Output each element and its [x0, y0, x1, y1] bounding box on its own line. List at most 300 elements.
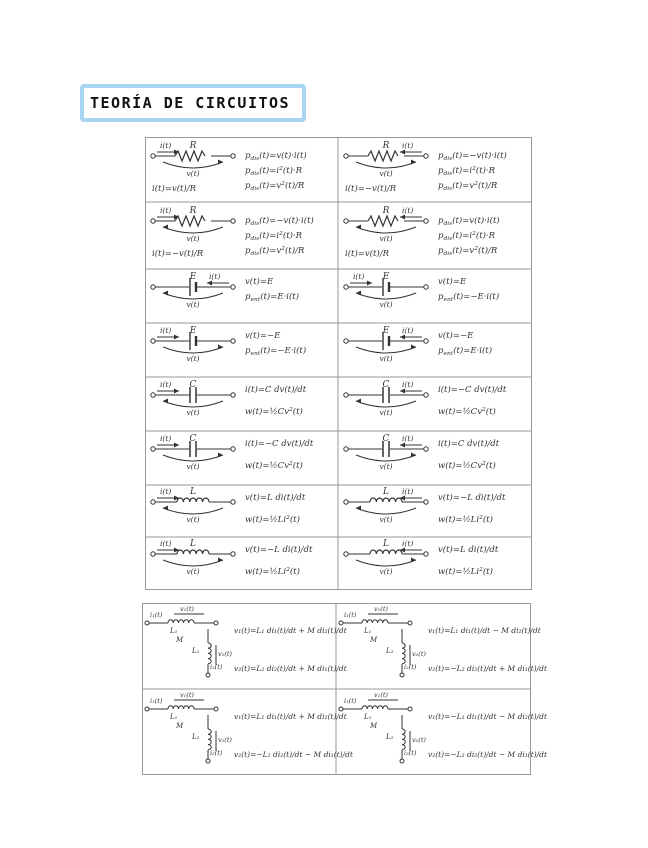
coupled-formula-part: v₁(t)=L₁ di₁(t)/dt + M di₂(t)/dt: [234, 626, 347, 635]
mutual-label-part: M: [370, 722, 378, 730]
formula-part: 2: [472, 230, 476, 238]
inductor-2-label-part: L₂: [386, 733, 394, 741]
formula-part: 2: [482, 406, 486, 414]
formula-part: 2: [286, 514, 290, 522]
mutual-label: [369, 636, 378, 644]
current-label: [402, 380, 413, 389]
current-formula-part: i(t)=v(t)/R: [152, 184, 197, 194]
current-label: [160, 206, 171, 215]
terminal-left: [151, 154, 155, 158]
formula-part: (t)/R: [477, 181, 498, 191]
current-label-part: i(t): [160, 206, 172, 215]
element-label: [383, 434, 390, 444]
formula: [245, 492, 306, 503]
formula-part: 2: [279, 165, 283, 173]
terminal: [339, 707, 343, 711]
formula: [245, 566, 300, 577]
voltage-1-label-part: v₁(t): [374, 605, 388, 613]
formula-part: w(t)=½Cv: [245, 461, 289, 471]
current-label-part: i(t): [402, 539, 414, 548]
formula-part: dis: [443, 185, 453, 193]
inductor-2-label: [191, 733, 200, 741]
voltage-label: [379, 515, 392, 524]
voltage-label-part: v(t): [379, 300, 393, 309]
formula: [438, 460, 496, 471]
formula-part: 2: [479, 514, 483, 522]
formula-part: (t)·R: [475, 166, 496, 176]
terminal-left: [344, 339, 348, 343]
voltage-label-part: v(t): [379, 354, 393, 363]
voltage-label-part: v(t): [186, 567, 200, 576]
voltage-label-part: v(t): [379, 567, 393, 576]
coupled-formula-part: v₁(t)=L₁ di₁(t)/dt − M di₂(t)/dt: [428, 626, 541, 635]
formula-part: p: [245, 292, 251, 302]
current-label-part: i(t): [402, 434, 414, 443]
formula-part: (t)=i: [452, 231, 473, 241]
formula-part: w(t)=½Li: [245, 567, 287, 577]
formula-part: p: [438, 231, 444, 241]
formula-part: dis: [443, 220, 453, 228]
element-label: [189, 272, 197, 282]
current-label: [353, 272, 364, 281]
formula-part: w(t)=½Li: [438, 567, 480, 577]
coupled-formula: [234, 712, 348, 721]
formula-part: p: [438, 181, 444, 191]
formula-part: (t)=−v(t)·i(t): [452, 151, 507, 161]
formula-part: (t)=v: [259, 246, 282, 256]
voltage-label: [186, 169, 199, 178]
current-label-part: i(t): [160, 539, 172, 548]
terminal-right: [231, 154, 235, 158]
voltage-2-label: [412, 736, 426, 744]
current-label: [402, 487, 413, 496]
current-label: [160, 380, 171, 389]
voltage-1-label: [374, 605, 388, 613]
voltage-label-part: v(t): [379, 462, 393, 471]
formula-part: 2: [479, 566, 483, 574]
terminal-left: [151, 500, 155, 504]
current-label: [160, 539, 171, 548]
voltage-label-part: v(t): [186, 515, 200, 524]
current-1-label: [344, 697, 357, 705]
formula-part: dis: [443, 170, 453, 178]
element-label-part: C: [189, 434, 197, 444]
element-label-part: L: [383, 539, 389, 549]
current-2-label-part: i₂(t): [404, 749, 417, 757]
terminal: [339, 621, 343, 625]
coupled-formula-part: v₂(t)=−L₂ di₂(t)/dt + M di₁(t)/dt: [428, 664, 547, 673]
element-label-part: L: [190, 487, 196, 497]
formula-table-coupled-inductors: [142, 603, 547, 775]
current-label: [209, 272, 220, 281]
terminal: [206, 759, 210, 763]
current-1-label-part: i₁(t): [344, 611, 357, 619]
coupled-formula: [234, 664, 348, 673]
element-label-part: C: [382, 434, 390, 444]
terminal: [214, 707, 218, 711]
element-label: [189, 141, 197, 151]
formula-part: (t): [292, 407, 303, 417]
current-label: [402, 434, 413, 443]
formula-part: dis: [250, 155, 260, 163]
current-2-label: [404, 663, 417, 671]
voltage-label-part: v(t): [379, 515, 393, 524]
current-2-label: [210, 663, 223, 671]
formula-part: (t)=v: [452, 181, 475, 191]
current-1-label-part: i₁(t): [150, 611, 163, 619]
formula-part: w(t)=½Li: [438, 515, 480, 525]
current-label: [160, 434, 171, 443]
formula-part: v(t)=−E: [438, 331, 474, 341]
voltage-label: [186, 515, 199, 524]
inductor-1-label: [169, 713, 178, 721]
current-2-label-part: i₂(t): [210, 663, 223, 671]
formula-part: v(t)=L di(t)/dt: [245, 493, 306, 503]
inductor-1-label: [169, 627, 178, 635]
formula: [438, 514, 493, 525]
formula-part: v(t)=−L di(t)/dt: [245, 545, 313, 555]
formula-part: (t)=−v(t)·i(t): [259, 216, 314, 226]
formula-part: v(t)=L di(t)/dt: [438, 545, 499, 555]
formula-part: p: [245, 231, 251, 241]
coupled-formula: [428, 664, 548, 673]
inductor-2-label-part: L₂: [386, 647, 394, 655]
formula-part: v(t)=E: [245, 277, 274, 287]
current-label-part: i(t): [160, 380, 172, 389]
voltage-label: [379, 169, 392, 178]
inductor-1-label-part: L₁: [170, 627, 178, 635]
formula-part: ent: [443, 296, 454, 304]
voltage-label: [186, 567, 199, 576]
formula-part: 2: [286, 566, 290, 574]
formula-part: 2: [281, 245, 285, 253]
formula-part: v(t)=−E: [245, 331, 281, 341]
formula-part: 2: [279, 230, 283, 238]
element-label-part: E: [189, 326, 197, 336]
current-label-part: i(t): [353, 272, 365, 281]
current-1-label: [150, 697, 163, 705]
current-label: [402, 206, 413, 215]
current-1-label: [344, 611, 357, 619]
voltage-2-label: [412, 650, 426, 658]
voltage-label-part: v(t): [379, 408, 393, 417]
voltage-label-part: v(t): [186, 234, 200, 243]
current-label-part: i(t): [160, 487, 172, 496]
terminal-left: [151, 339, 155, 343]
formula-part: (t)=E·i(t): [260, 292, 300, 302]
formula-table-single-elements: [145, 137, 532, 590]
formula-part: 2: [281, 180, 285, 188]
terminal-left: [151, 552, 155, 556]
terminal-left: [151, 285, 155, 289]
voltage-label-part: v(t): [379, 169, 393, 178]
formula-part: (t)=i: [452, 166, 473, 176]
voltage-2-label-part: v₂(t): [218, 650, 232, 658]
mutual-label-part: M: [176, 636, 184, 644]
current-2-label-part: i₂(t): [210, 749, 223, 757]
mutual-label-part: M: [176, 722, 184, 730]
voltage-label-part: v(t): [186, 300, 200, 309]
element-label-part: R: [189, 141, 197, 151]
formula-part: dis: [250, 235, 260, 243]
formula-part: p: [438, 166, 444, 176]
voltage-label: [379, 354, 392, 363]
terminal-right: [231, 500, 235, 504]
formula-part: dis: [250, 170, 260, 178]
formula-part: dis: [443, 155, 453, 163]
formula-part: p: [438, 216, 444, 226]
element-label: [382, 272, 390, 282]
coupled-formula: [428, 712, 548, 721]
formula-part: (t)·R: [282, 231, 303, 241]
terminal-right: [424, 393, 428, 397]
terminal-right: [231, 393, 235, 397]
element-label-part: C: [189, 380, 197, 390]
voltage-2-label-part: v₂(t): [412, 736, 426, 744]
element-label: [189, 326, 197, 336]
formula-part: 2: [474, 180, 478, 188]
terminal-right: [231, 552, 235, 556]
current-label-part: i(t): [209, 272, 221, 281]
terminal-left: [151, 219, 155, 223]
voltage-label-part: v(t): [379, 234, 393, 243]
formula-part: (t): [482, 515, 493, 525]
terminal-right: [424, 285, 428, 289]
inductor-1-label: [363, 627, 372, 635]
voltage-1-label: [374, 691, 388, 699]
terminal-right: [231, 447, 235, 451]
formula-part: v(t)=E: [438, 277, 467, 287]
current-formula: [152, 183, 197, 194]
coupled-formula: [428, 750, 548, 759]
formula-part: (t): [485, 407, 496, 417]
page-title: TEORÍA DE CIRCUITOS: [90, 94, 291, 112]
voltage-2-label-part: v₂(t): [218, 736, 232, 744]
voltage-label: [379, 567, 392, 576]
current-formula-part: i(t)=−v(t)/R: [345, 184, 397, 194]
inductor-2-label: [191, 647, 200, 655]
current-2-label: [210, 749, 223, 757]
formula-part: p: [438, 246, 444, 256]
voltage-label-part: v(t): [186, 408, 200, 417]
terminal-left: [344, 393, 348, 397]
coupled-formula: [428, 626, 542, 635]
terminal: [206, 673, 210, 677]
current-2-label-part: i₂(t): [404, 663, 417, 671]
formula-part: p: [245, 246, 251, 256]
current-label-part: i(t): [160, 434, 172, 443]
formula-part: p: [245, 216, 251, 226]
terminal-left: [344, 285, 348, 289]
formula-part: ent: [250, 296, 261, 304]
formula-part: v(t)=−L di(t)/dt: [438, 493, 506, 503]
inductor-1-label-part: L₁: [170, 713, 178, 721]
element-label: [382, 539, 389, 549]
voltage-1-label-part: v₁(t): [180, 691, 194, 699]
formula: [245, 384, 307, 395]
current-label-part: i(t): [402, 141, 414, 150]
voltage-label-part: v(t): [186, 354, 200, 363]
current-label: [402, 539, 413, 548]
formula-part: (t)/R: [284, 181, 305, 191]
formula-part: (t)=v: [259, 181, 282, 191]
formula: [245, 544, 313, 555]
element-label-part: E: [189, 272, 197, 282]
formula-part: dis: [443, 250, 453, 258]
voltage-label: [379, 408, 392, 417]
element-label-part: L: [190, 539, 196, 549]
coupled-formula-part: v₁(t)=−L₁ di₁(t)/dt − M di₂(t)/dt: [428, 712, 547, 721]
formula-part: w(t)=½Cv: [438, 461, 482, 471]
voltage-2-label: [218, 650, 232, 658]
element-label: [190, 380, 197, 390]
voltage-2-label-part: v₂(t): [412, 650, 426, 658]
voltage-label-part: v(t): [186, 462, 200, 471]
current-label-part: i(t): [402, 380, 414, 389]
terminal-left: [344, 552, 348, 556]
title-box: [80, 84, 306, 122]
terminal: [400, 673, 404, 677]
element-label-part: E: [382, 272, 390, 282]
terminal-right: [231, 339, 235, 343]
formula-part: p: [245, 151, 251, 161]
terminal-left: [151, 393, 155, 397]
formula-part: w(t)=½Cv: [245, 407, 289, 417]
element-label: [382, 206, 390, 216]
current-formula-part: i(t)=v(t)/R: [345, 249, 390, 259]
voltage-label: [186, 462, 199, 471]
terminal-right: [424, 154, 428, 158]
coupled-formula-part: v₂(t)=−L₂ di₂(t)/dt − M di₁(t)/dt: [234, 750, 353, 759]
inductor-1-label-part: L₁: [364, 627, 372, 635]
voltage-1-label: [180, 691, 194, 699]
current-label-part: i(t): [160, 141, 172, 150]
current-label-part: i(t): [160, 326, 172, 335]
formula-part: dis: [250, 220, 260, 228]
formula-part: dis: [443, 235, 453, 243]
terminal: [408, 621, 412, 625]
formula-part: (t)=−E·i(t): [453, 292, 500, 302]
element-label: [382, 487, 389, 497]
element-label: [382, 141, 390, 151]
element-label-part: R: [382, 206, 390, 216]
formula-part: (t)=−E·i(t): [260, 346, 307, 356]
terminal: [400, 759, 404, 763]
formula-part: w(t)=½Cv: [438, 407, 482, 417]
formula-part: p: [245, 166, 251, 176]
formula-part: p: [438, 346, 444, 356]
formula-part: 2: [472, 165, 476, 173]
terminal-right: [424, 339, 428, 343]
formula-part: (t)·R: [475, 231, 496, 241]
element-label-part: L: [383, 487, 389, 497]
coupled-formula: [234, 626, 348, 635]
voltage-1-label-part: v₁(t): [180, 605, 194, 613]
element-label-part: C: [382, 380, 390, 390]
voltage-2-label: [218, 736, 232, 744]
element-label: [189, 539, 196, 549]
formula-part: (t): [289, 567, 300, 577]
formula-part: i(t)=C dv(t)/dt: [245, 385, 307, 395]
current-formula: [345, 248, 390, 259]
formula-part: (t): [485, 461, 496, 471]
coupled-formula-part: v₂(t)=L₂ di₂(t)/dt + M di₁(t)/dt: [234, 664, 347, 673]
inductor-2-label-part: L₂: [192, 733, 200, 741]
voltage-label: [379, 300, 392, 309]
formula-part: (t)/R: [284, 246, 305, 256]
terminal: [145, 621, 149, 625]
inductor-2-label-part: L₂: [192, 647, 200, 655]
formula-part: p: [245, 346, 251, 356]
formula-part: (t)=v: [452, 246, 475, 256]
terminal-right: [231, 219, 235, 223]
formula-part: p: [245, 181, 251, 191]
formula: [245, 460, 303, 471]
formula-part: i(t)=C dv(t)/dt: [438, 439, 500, 449]
voltage-label: [186, 300, 199, 309]
formula: [245, 330, 281, 341]
element-label: [383, 380, 390, 390]
formula-part: 2: [289, 460, 293, 468]
current-label: [160, 326, 171, 335]
current-label: [402, 326, 413, 335]
inductor-1-label: [363, 713, 372, 721]
mutual-label: [175, 722, 184, 730]
formula-part: (t)=v(t)·i(t): [259, 151, 307, 161]
current-1-label-part: i₁(t): [150, 697, 163, 705]
formula-part: (t)=i: [259, 166, 280, 176]
formula: [438, 384, 507, 395]
element-label: [189, 487, 196, 497]
terminal-right: [231, 285, 235, 289]
formula-part: (t): [289, 515, 300, 525]
formula-part: i(t)=−C dv(t)/dt: [438, 385, 507, 395]
formula: [245, 406, 303, 417]
current-label: [160, 487, 171, 496]
terminal-right: [424, 447, 428, 451]
formula-part: (t)/R: [477, 246, 498, 256]
element-label: [190, 434, 197, 444]
current-label: [160, 141, 171, 150]
terminal: [408, 707, 412, 711]
voltage-label: [379, 462, 392, 471]
terminal-right: [424, 552, 428, 556]
formula-part: 2: [482, 460, 486, 468]
formula: [245, 514, 300, 525]
formula-part: (t)=i: [259, 231, 280, 241]
current-formula-part: i(t)=−v(t)/R: [152, 249, 204, 259]
formula: [438, 492, 506, 503]
current-formula: [345, 183, 397, 194]
terminal-right: [424, 219, 428, 223]
current-formula: [152, 248, 204, 259]
inductor-2-label: [385, 733, 394, 741]
mutual-label: [369, 722, 378, 730]
formula-part: p: [438, 292, 444, 302]
current-label-part: i(t): [402, 487, 414, 496]
voltage-label: [186, 354, 199, 363]
terminal-left: [344, 154, 348, 158]
current-label: [402, 141, 413, 150]
element-label-part: R: [189, 206, 197, 216]
formula-part: ent: [443, 350, 454, 358]
coupled-formula: [234, 750, 354, 759]
terminal: [145, 707, 149, 711]
formula-part: i(t)=−C dv(t)/dt: [245, 439, 314, 449]
mutual-label: [175, 636, 184, 644]
coupled-formula-part: v₁(t)=L₁ di₁(t)/dt + M di₂(t)/dt: [234, 712, 347, 721]
voltage-1-label: [180, 605, 194, 613]
